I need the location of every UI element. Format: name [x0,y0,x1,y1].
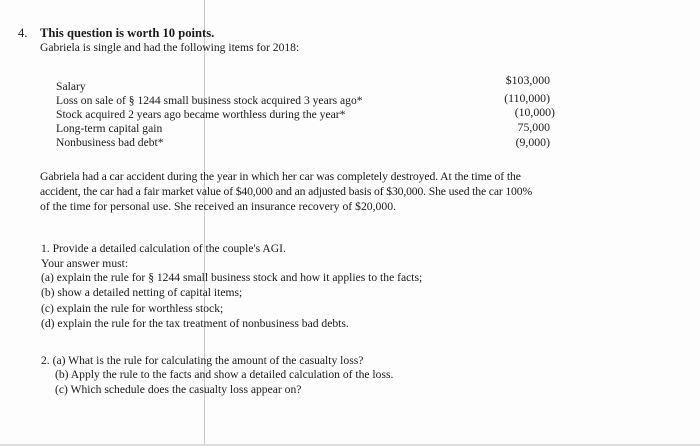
part-1-requirement: Your answer must: [41,257,129,270]
question-intro: Gabriela is single and had the following items for 2018: [40,41,300,54]
part-1-item: (c) explain the rule for worthless stock; [41,302,224,315]
part-2-item: (b) Apply the rule to the facts and show a detailed calculation of the loss. [55,368,394,381]
item-amount: 75,000 [517,120,550,134]
part-2-item: (c) Which schedule does the casualty loss appear on? [55,383,302,396]
part-1-item: (d) explain the rule for the tax treatment of nonbusiness bad debts. [41,317,349,330]
item-amount: (10,000) [514,105,555,119]
item-label: Loss on sale of § 1244 small business stock acquired 3 years ago* [56,94,363,107]
question-title: This question is worth 10 points. [40,26,215,40]
paragraph-line: accident, the car had a fair market value of $40,000 and an adjusted basis of $30,000. She used the car 100% [40,185,533,198]
item-label: Nonbusiness bad debt* [56,136,164,149]
item-amount: (110,000) [504,91,550,105]
item-amount: $103,000 [505,73,550,87]
paragraph-line: of the time for personal use. She received an insurance recovery of $20,000. [40,200,397,213]
item-label: Stock acquired 2 years ago became worthless during the year* [56,108,346,121]
part-1-item: (a) explain the rule for § 1244 small business stock and how it applies to the facts; [41,271,423,284]
item-label: Salary [56,80,86,93]
part-2-item: 2. (a) What is the rule for calculating the amount of the casualty loss? [41,354,364,367]
part-1-item: (b) show a detailed netting of capital items; [41,286,243,299]
item-amount: (9,000) [515,135,550,149]
question-number: 4. [18,26,28,40]
part-1-heading: 1. Provide a detailed calculation of the couple's AGI. [41,242,286,255]
item-label: Long-term capital gain [56,122,163,135]
paragraph-line: Gabriela had a car accident during the year in which her car was completely destroyed. At the time of the [40,170,521,183]
